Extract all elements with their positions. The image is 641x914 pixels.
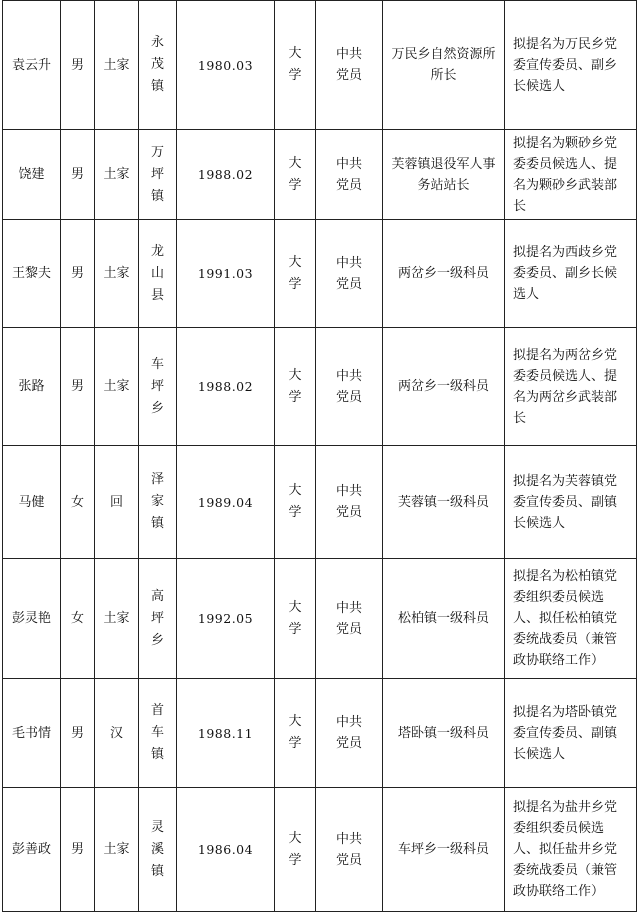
- party-cell: 中共党员: [316, 130, 383, 220]
- party-cell: 中共党员: [316, 220, 383, 328]
- name-cell: 饶建: [3, 130, 61, 220]
- ethnicity-cell: 土家: [95, 328, 139, 446]
- education-cell: 大学: [275, 559, 316, 679]
- name-cell: 马健: [3, 446, 61, 559]
- proposed-position-cell: 拟提名为颗砂乡党委委员候选人、提名为颗砂乡武装部长: [505, 130, 637, 220]
- party-cell: 中共党员: [316, 328, 383, 446]
- proposed-position-cell: 拟提名为万民乡党委宣传委员、副乡长候选人: [505, 1, 637, 130]
- current-position-cell: 两岔乡一级科员: [383, 328, 505, 446]
- ethnicity-cell: 土家: [95, 1, 139, 130]
- table-row: [3, 788, 637, 912]
- table-row: [3, 328, 637, 446]
- name-cell: 彭善政: [3, 788, 61, 912]
- birthplace-cell: 车坪乡: [139, 328, 177, 446]
- education-cell: 大学: [275, 679, 316, 788]
- party-cell: 中共党员: [316, 1, 383, 130]
- table-row: [3, 130, 637, 220]
- table-row: [3, 446, 637, 559]
- table-row: [3, 1, 637, 130]
- party-cell: 中共党员: [316, 788, 383, 912]
- current-position-cell: 松柏镇一级科员: [383, 559, 505, 679]
- education-cell: 大学: [275, 328, 316, 446]
- current-position-cell: 塔卧镇一级科员: [383, 679, 505, 788]
- proposed-position-cell: 拟提名为两岔乡党委委员候选人、提名为两岔乡武装部长: [505, 328, 637, 446]
- current-position-cell: 芙蓉镇退役军人事务站站长: [383, 130, 505, 220]
- candidate-table: [2, 0, 637, 912]
- gender-cell: 男: [61, 328, 95, 446]
- birthplace-cell: 高坪乡: [139, 559, 177, 679]
- birth-date-cell: 1992.05: [177, 559, 275, 679]
- proposed-position-cell: 拟提名为松柏镇党委组织委员候选人、拟任松柏镇党委统战委员（兼管政协联络工作）: [505, 559, 637, 679]
- party-cell: 中共党员: [316, 446, 383, 559]
- ethnicity-cell: 回: [95, 446, 139, 559]
- birth-date-cell: 1988.11: [177, 679, 275, 788]
- name-cell: 彭灵艳: [3, 559, 61, 679]
- current-position-cell: 芙蓉镇一级科员: [383, 446, 505, 559]
- current-position-cell: 万民乡自然资源所所长: [383, 1, 505, 130]
- name-cell: 毛书情: [3, 679, 61, 788]
- birthplace-cell: 永茂镇: [139, 1, 177, 130]
- ethnicity-cell: 土家: [95, 788, 139, 912]
- birthplace-cell: 首车镇: [139, 679, 177, 788]
- birthplace-cell: 灵溪镇: [139, 788, 177, 912]
- table-row: [3, 559, 637, 679]
- birthplace-cell: 泽家镇: [139, 446, 177, 559]
- birthplace-cell: 万坪镇: [139, 130, 177, 220]
- proposed-position-cell: 拟提名为塔卧镇党委宣传委员、副镇长候选人: [505, 679, 637, 788]
- name-cell: 袁云升: [3, 1, 61, 130]
- current-position-cell: 两岔乡一级科员: [383, 220, 505, 328]
- education-cell: 大学: [275, 130, 316, 220]
- ethnicity-cell: 土家: [95, 130, 139, 220]
- gender-cell: 男: [61, 220, 95, 328]
- gender-cell: 男: [61, 788, 95, 912]
- current-position-cell: 车坪乡一级科员: [383, 788, 505, 912]
- birthplace-cell: 龙山县: [139, 220, 177, 328]
- ethnicity-cell: 土家: [95, 559, 139, 679]
- table-row: [3, 679, 637, 788]
- name-cell: 王黎夫: [3, 220, 61, 328]
- proposed-position-cell: 拟提名为芙蓉镇党委宣传委员、副镇长候选人: [505, 446, 637, 559]
- birth-date-cell: 1980.03: [177, 1, 275, 130]
- birth-date-cell: 1988.02: [177, 130, 275, 220]
- ethnicity-cell: 土家: [95, 220, 139, 328]
- gender-cell: 男: [61, 130, 95, 220]
- ethnicity-cell: 汉: [95, 679, 139, 788]
- education-cell: 大学: [275, 220, 316, 328]
- proposed-position-cell: 拟提名为盐井乡党委组织委员候选人、拟任盐井乡党委统战委员（兼管政协联络工作）: [505, 788, 637, 912]
- gender-cell: 女: [61, 559, 95, 679]
- education-cell: 大学: [275, 788, 316, 912]
- party-cell: 中共党员: [316, 559, 383, 679]
- education-cell: 大学: [275, 1, 316, 130]
- proposed-position-cell: 拟提名为西歧乡党委委员、副乡长候选人: [505, 220, 637, 328]
- birth-date-cell: 1988.02: [177, 328, 275, 446]
- birth-date-cell: 1989.04: [177, 446, 275, 559]
- party-cell: 中共党员: [316, 679, 383, 788]
- table-row: [3, 220, 637, 328]
- gender-cell: 男: [61, 1, 95, 130]
- education-cell: 大学: [275, 446, 316, 559]
- gender-cell: 女: [61, 446, 95, 559]
- birth-date-cell: 1991.03: [177, 220, 275, 328]
- gender-cell: 男: [61, 679, 95, 788]
- name-cell: 张路: [3, 328, 61, 446]
- birth-date-cell: 1986.04: [177, 788, 275, 912]
